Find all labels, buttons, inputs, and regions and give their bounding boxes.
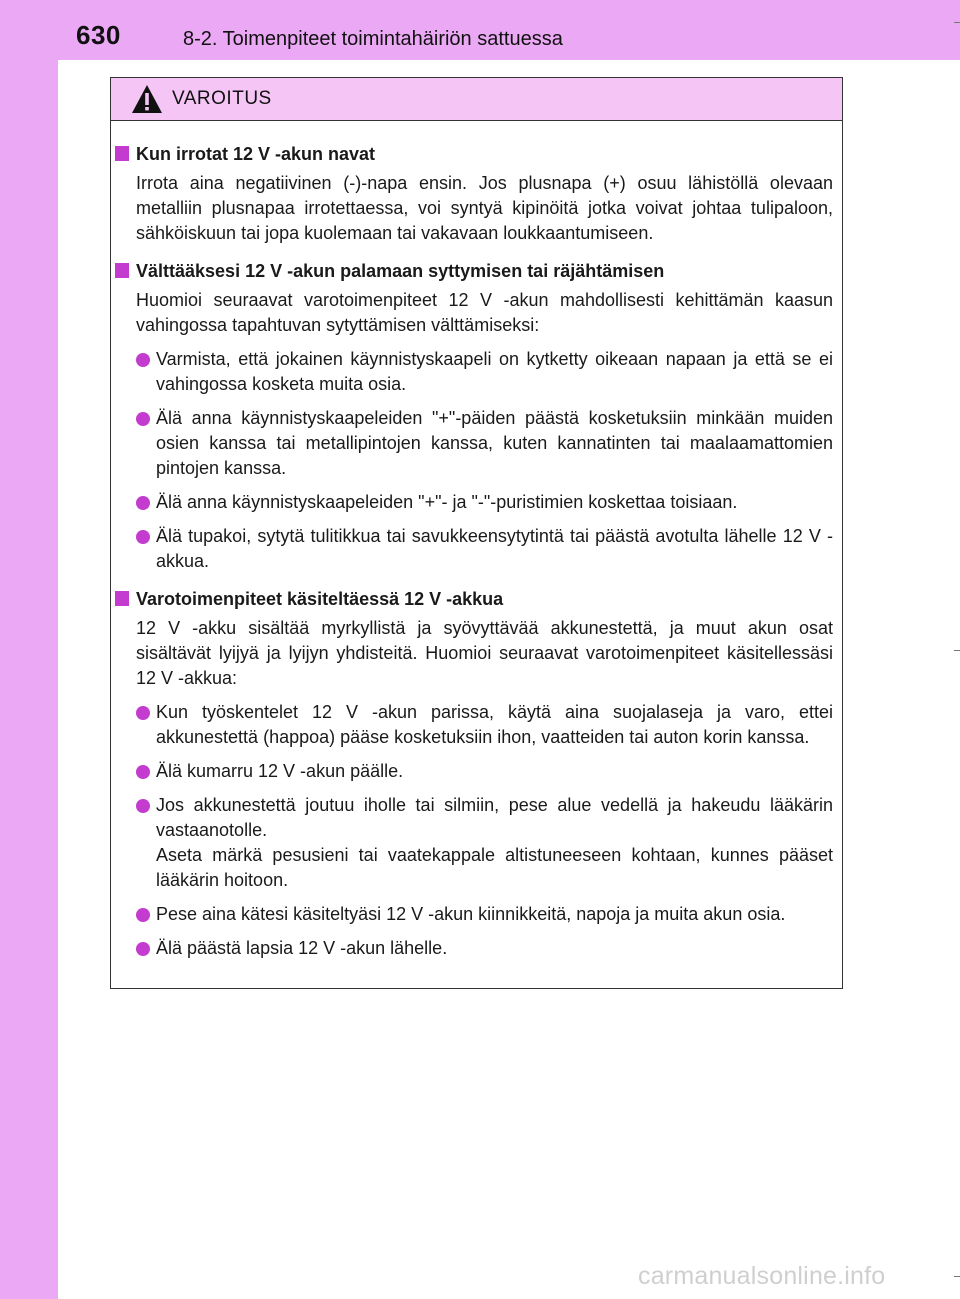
- bullet-list: [111, 347, 833, 574]
- page-number: 630: [76, 20, 121, 50]
- list-item: [111, 347, 833, 397]
- section-paragraph: Huomioi seuraavat varotoimenpiteet 12 V -akun mahdollisesti kehittämän kaasun vahingossa tapahtuvan sytyttämisen välttämiseksi:: [136, 290, 833, 335]
- round-bullet-icon: [136, 942, 150, 956]
- list-item: [111, 936, 833, 961]
- round-bullet-icon: [136, 530, 150, 544]
- list-item-text: Varmista, että jokainen käynnistyskaapeli on kytketty oikeaan napaan ja että se ei vahingossa kosketa muita osia.: [156, 349, 833, 394]
- warning-section: [111, 586, 833, 961]
- round-bullet-icon: [136, 353, 150, 367]
- list-item: [111, 524, 833, 574]
- round-bullet-icon: [136, 496, 150, 510]
- round-bullet-icon: [136, 908, 150, 922]
- warning-box: [110, 77, 843, 989]
- list-item: [111, 406, 833, 481]
- section-title: [111, 586, 833, 612]
- section-paragraph: 12 V -akku sisältää myrkyllistä ja syövyttävää akkunestettä, ja muut akun osat sisältävät lyijyä ja lyijyn yhdisteitä. Huomioi seuraavat varotoimenpiteet käsitellessäsi 12 V -akkua:: [136, 618, 833, 688]
- list-item-text: Älä päästä lapsia 12 V -akun lähelle.: [156, 938, 448, 958]
- warning-header: [111, 78, 842, 121]
- header-rule: [58, 58, 960, 60]
- crop-mark: [954, 650, 960, 651]
- chapter-title: 8-2. Toimenpiteet toimintahäiriön sattuessa: [183, 28, 563, 50]
- list-item: [111, 700, 833, 750]
- warning-section: [111, 258, 833, 574]
- warning-label: VAROITUS: [172, 88, 272, 109]
- bullet-list: [111, 700, 833, 961]
- round-bullet-icon: [136, 706, 150, 720]
- list-item: [111, 759, 833, 784]
- warning-section: [111, 141, 833, 246]
- square-bullet-icon: [115, 263, 129, 278]
- list-item-text: Pese aina kätesi käsiteltyäsi 12 V -akun kiinnikkeitä, napoja ja muita akun osia.: [156, 904, 786, 924]
- section-title-text: Välttääksesi 12 V -akun palamaan syttymisen tai räjähtämisen: [136, 261, 665, 281]
- section-title: [111, 141, 833, 167]
- section-title-text: Varotoimenpiteet käsiteltäessä 12 V -akkua: [136, 589, 504, 609]
- square-bullet-icon: [115, 146, 129, 161]
- watermark: carmanualsonline.info: [638, 1262, 886, 1290]
- warning-body: [111, 121, 842, 961]
- list-item: [111, 793, 833, 893]
- list-item-text: Älä kumarru 12 V -akun päälle.: [156, 761, 404, 781]
- list-item-text: Älä anna käynnistyskaapeleiden "+"-päiden päästä kosketuksiin minkään muiden osien kanssa tai metallipintojen kanssa, kuten kannatinten tai maalaamattomien pintojen kanssa.: [156, 408, 833, 478]
- crop-mark: [954, 1276, 960, 1277]
- crop-mark: [954, 22, 960, 23]
- section-title-text: Kun irrotat 12 V -akun navat: [136, 144, 376, 164]
- warning-triangle-icon: [131, 84, 163, 114]
- list-item-text: Jos akkunestettä joutuu iholle tai silmiin, pese alue vedellä ja hakeudu lääkärin vastaanotolle.: [156, 795, 833, 840]
- list-item: [111, 902, 833, 927]
- round-bullet-icon: [136, 765, 150, 779]
- list-item: [111, 490, 833, 515]
- round-bullet-icon: [136, 799, 150, 813]
- round-bullet-icon: [136, 412, 150, 426]
- list-item-text: Kun työskentelet 12 V -akun parissa, käytä aina suojalaseja ja varo, ettei akkunestettä (happoa) pääse kosketuksiin ihon, vaatteiden tai auton korin kanssa.: [156, 702, 833, 747]
- list-item-text: Älä anna käynnistyskaapeleiden "+"- ja "-"-puristimien koskettaa toisiaan.: [156, 492, 738, 512]
- square-bullet-icon: [115, 591, 129, 606]
- list-item-text: Aseta märkä pesusieni tai vaatekappale altistuneeseen kohtaan, kunnes pääset lääkärin hoitoon.: [156, 845, 833, 890]
- side-color-strip: [0, 0, 58, 1299]
- list-item-text: Älä tupakoi, sytytä tulitikkua tai savukkeensytytintä tai päästä avotulta lähelle 12 V -akkua.: [156, 526, 833, 571]
- section-paragraph: Irrota aina negatiivinen (-)-napa ensin. Jos plusnapa (+) osuu lähistöllä olevaan metalliin plusnapaa irrotettaessa, voi syntyä kipinöitä jotka voivat johtaa tulipaloon, sähköiskuun tai jopa kuolemaan tai vakavaan loukkaantumiseen.: [136, 173, 833, 243]
- section-title: [111, 258, 833, 284]
